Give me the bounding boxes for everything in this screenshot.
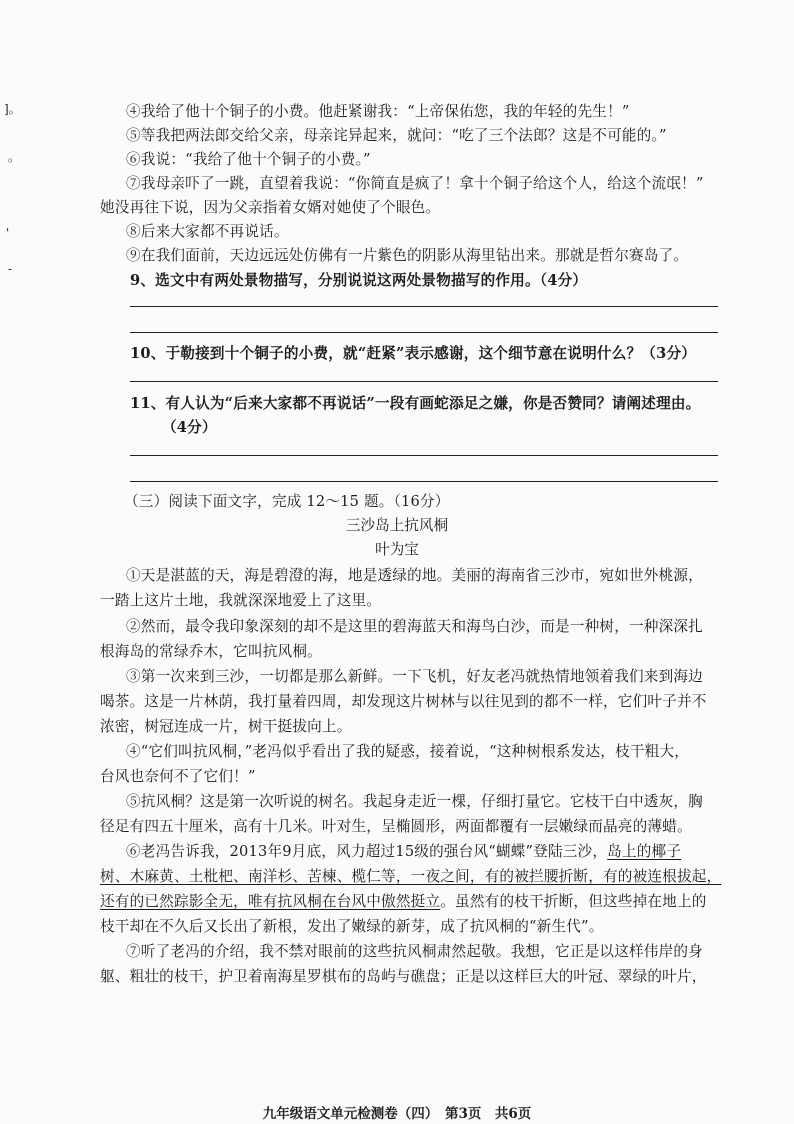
page-footer: 九年级语文单元检测卷（四） 第3页 共6页 [262, 1106, 532, 1122]
underlined-text: 岛上的椰子 [607, 843, 682, 860]
article-line: ①天是湛蓝的天，海是碧澄的海，地是透绿的地。美丽的海南省三沙市，宛如世外桃源， [126, 567, 703, 584]
story-paragraph: 她没再往下说，因为父亲指着女婿对她使了个眼色。 [100, 199, 441, 216]
article-line: 一踏上这片土地，我就深深地爱上了这里。 [100, 592, 382, 609]
question-10: 10、于勒接到十个铜子的小费，就“赶紧”表示感谢，这个细节意在说明什么？（3分） [130, 345, 697, 362]
article-line: 径足有四五十厘米，高有十几米。叶对生，呈椭圆形，两面都覆有一层嫩绿而晶亮的薄蜡。 [100, 818, 692, 835]
question-11: 11、有人认为“后来大家都不再说话”一段有画蛇添足之嫌，你是否赞同？请阐述理由。 [130, 395, 701, 412]
answer-line[interactable] [130, 332, 718, 333]
underlined-text: 树、木麻黄、土枇杷、南洋杉、苦楝、榄仁等，一夜之间，有的被拦腰折断，有的被连根拔起， [100, 868, 722, 885]
margin-mark: ]。 [4, 102, 21, 116]
question-9: 9、选文中有两处景物描写，分别说说这两处景物描写的作用。（4分） [130, 272, 588, 289]
article-line: 躯、粗壮的枝干，护卫着南海星罗棋布的岛屿与礁盘；正是以这样巨大的叶冠、翠绿的叶片， [100, 968, 707, 985]
question-11-points: （4分） [162, 419, 217, 436]
article-line: 台风也奈何不了它们！” [100, 768, 256, 785]
story-paragraph: ⑨在我们面前，天边远远处仿佛有一片紫色的阴影从海里钻出来。那就是哲尔赛岛了。 [126, 247, 689, 264]
article-line: 根海岛的常绿乔木，它叫抗风桐。 [100, 643, 322, 660]
article-line: 浓密，树冠连成一片，树干挺拔向上。 [100, 718, 352, 735]
story-paragraph: ⑧后来大家都不再说话。 [126, 223, 289, 240]
article-line: ②然而，最令我印象深刻的却不是这里的碧海蓝天和海鸟白沙，而是一种树，一种深深扎 [126, 618, 703, 635]
section-heading: （三）阅读下面文字，完成 12～15 题。（16分） [124, 493, 450, 510]
story-paragraph: ⑥我说：“我给了他十个铜子的小费。” [126, 151, 371, 168]
article-line: 喝茶。这是一片林荫，我打量着四周，却发现这片树林与以往见到的都不一样，它们叶子并不 [100, 693, 707, 710]
story-paragraph: ⑦我母亲吓了一跳，直望着我说：“你简直是疯了！拿十个铜子给这个人，给这个流氓！” [126, 175, 704, 192]
underlined-text: 还有的已然踪影全无，唯有抗风桐在台风中傲然挺立 [100, 893, 441, 910]
article-line [126, 842, 681, 862]
answer-line[interactable] [130, 455, 718, 456]
article-line: ⑤抗风桐？这是第一次听说的树名。我起身走近一棵，仔细打量它。它枝干白中透灰，胸 [126, 793, 703, 810]
story-paragraph: ④我给了他十个铜子的小费。他赶紧谢我：“上帝保佑您，我的年轻的先生！” [126, 103, 630, 120]
article-title: 三沙岛上抗风桐 [345, 517, 449, 534]
article-line: ⑦听了老冯的介绍，我不禁对眼前的这些抗风桐肃然起敬。我想，它正是以这样伟岸的身 [126, 943, 703, 960]
article-line: ③第一次来到三沙，一切都是那么新鲜。一下飞机，好友老冯就热情地领着我们来到海边 [126, 668, 703, 685]
margin-mark: ' [6, 226, 10, 240]
answer-line[interactable] [130, 481, 718, 482]
answer-line[interactable] [130, 306, 718, 307]
paragraph-6-text: ⑥老冯告诉我，2013年9月底，风力超过15级的强台风“蝴蝶”登陆三沙， [126, 843, 608, 860]
paragraph-6-text: 。虽然有的枝干折断，但这些掉在地上的 [440, 893, 707, 910]
margin-mark: - [8, 262, 13, 276]
article-line: 枝干却在不久后又长出了新根，发出了嫩绿的新芽，成了抗风桐的“新生代”。 [100, 918, 604, 935]
margin-mark: 。 [8, 150, 21, 164]
article-line [100, 892, 707, 912]
article-author: 叶为宝 [375, 541, 419, 558]
answer-line[interactable] [130, 381, 718, 382]
article-line: ④“它们叫抗风桐，”老冯似乎看出了我的疑惑，接着说，“这种树根系发达，枝干粗大， [126, 743, 690, 760]
story-paragraph: ⑤等我把两法郎交给父亲，母亲诧异起来，就问：“吃了三个法郎？这是不可能的。” [126, 127, 667, 144]
